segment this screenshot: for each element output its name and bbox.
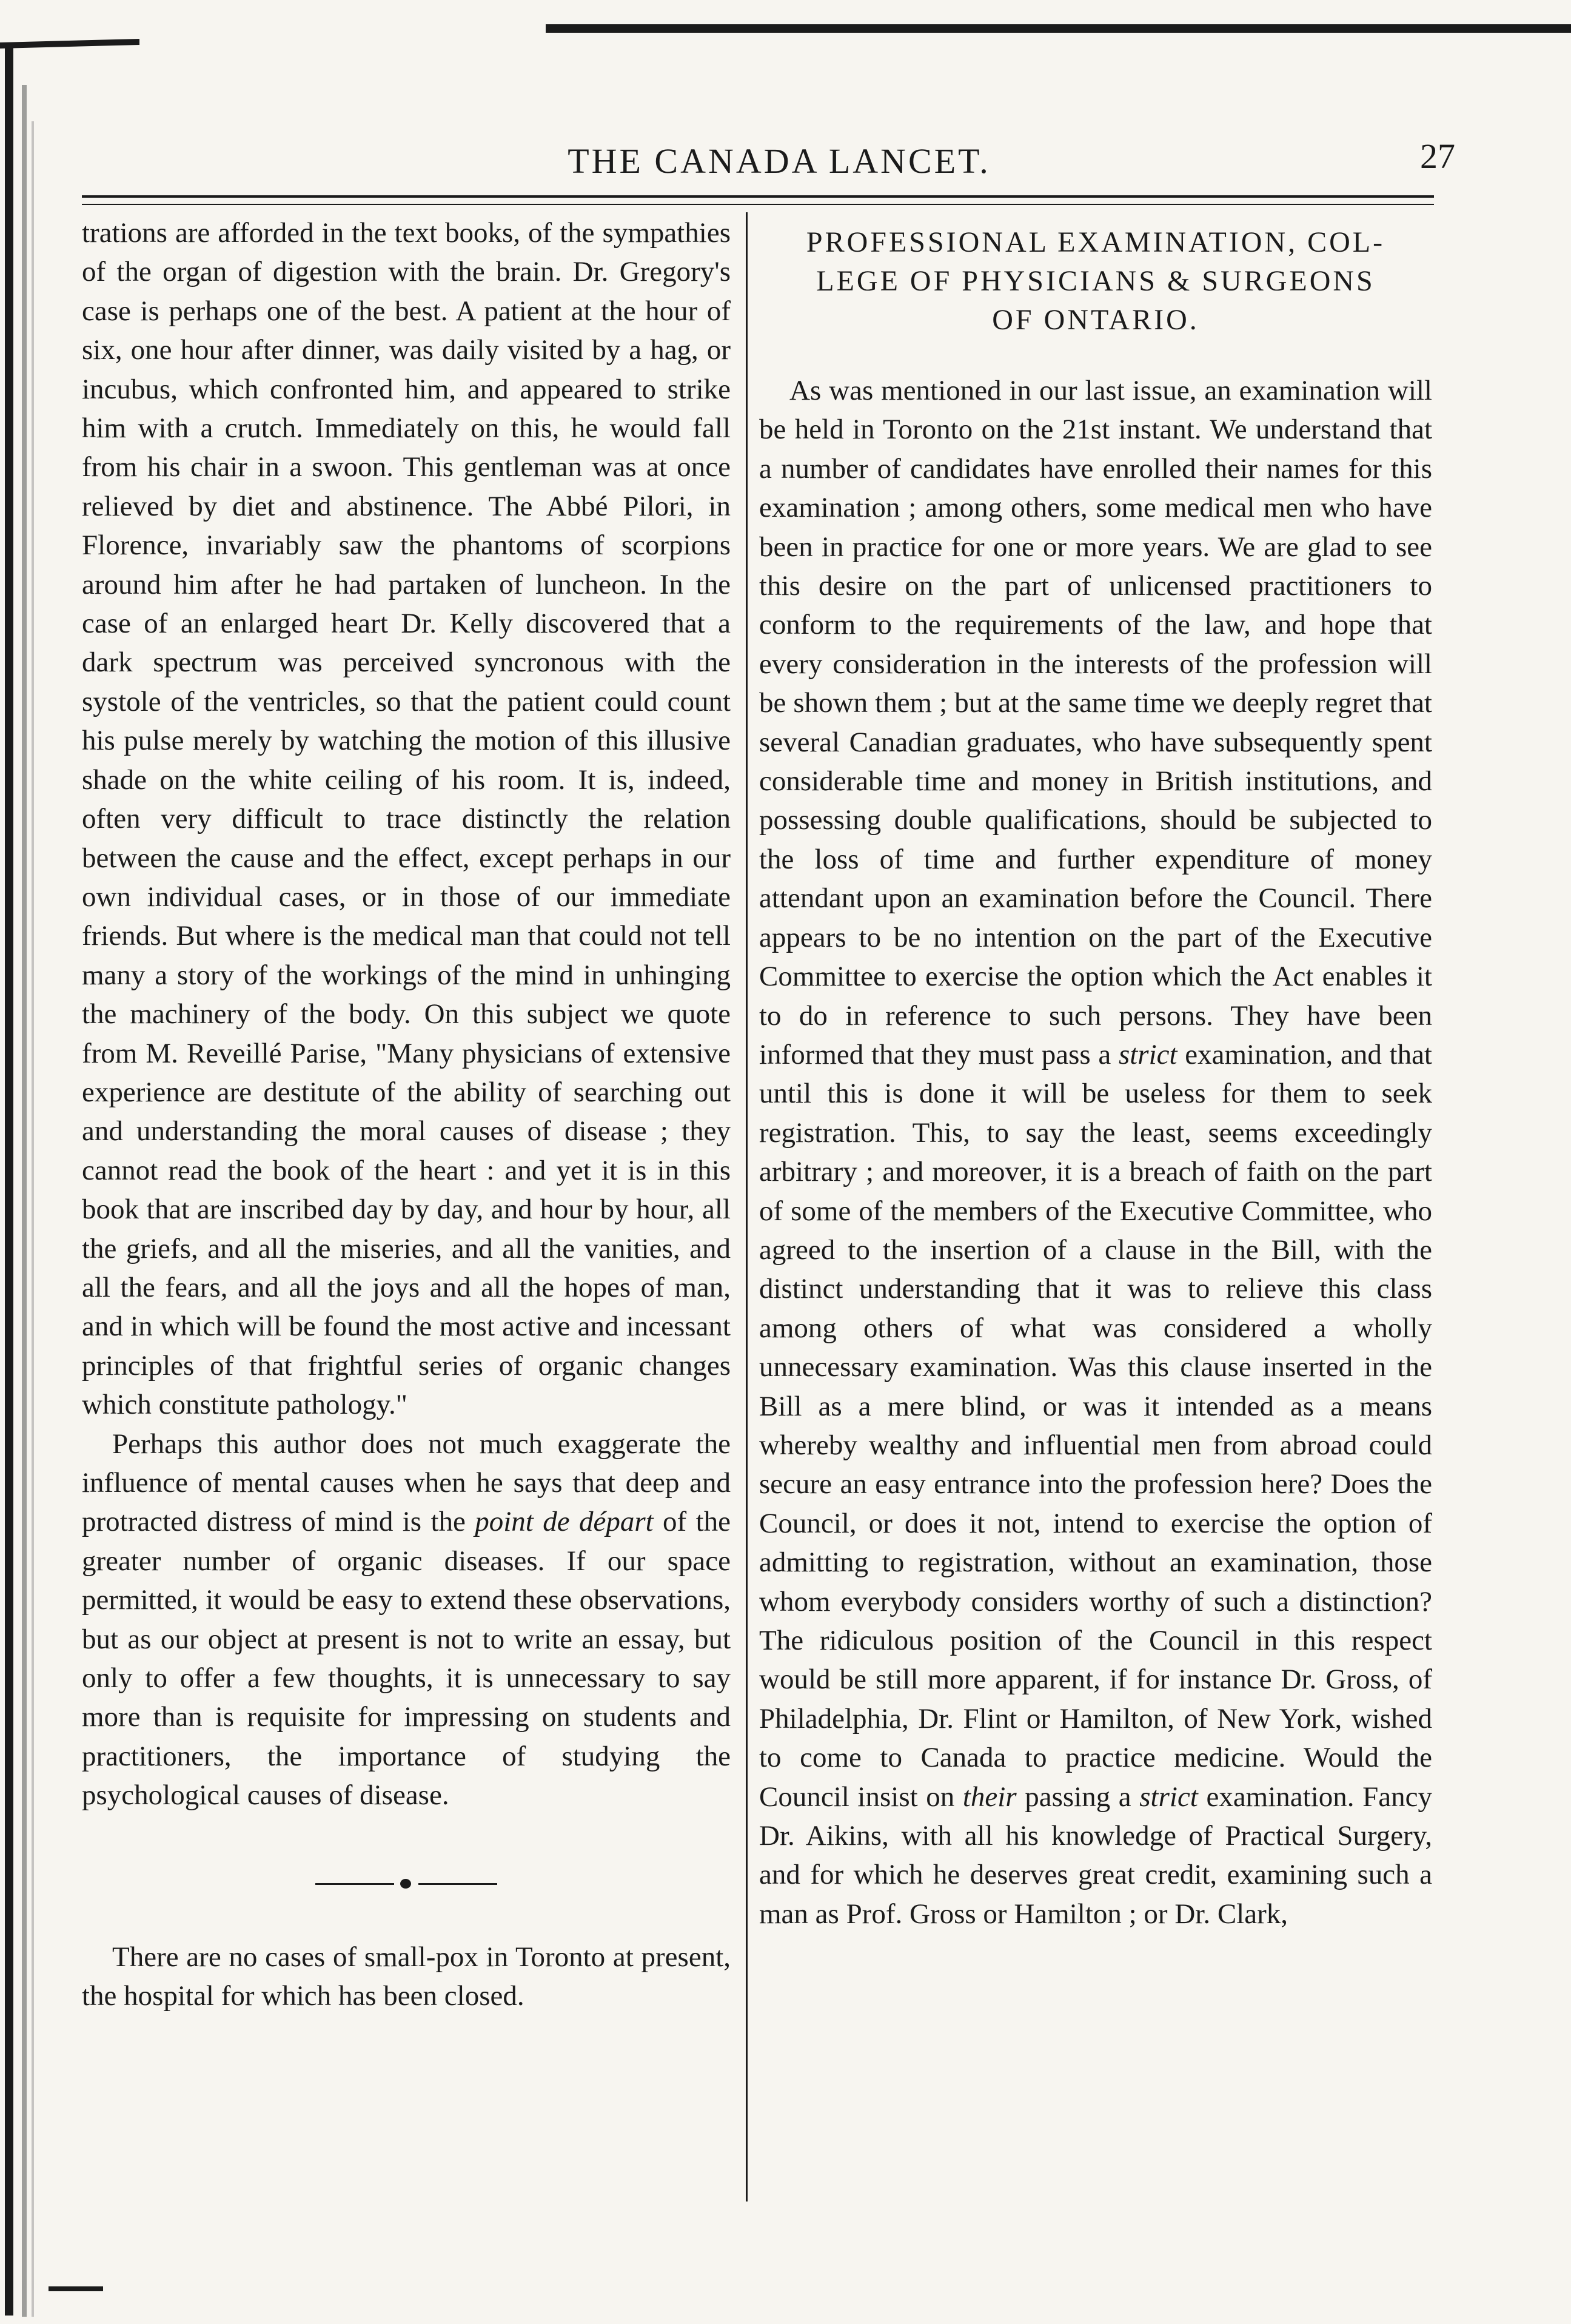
bottom-edge-mark bbox=[49, 2286, 103, 2291]
corner-rule bbox=[0, 39, 139, 49]
page-number: 27 bbox=[1420, 136, 1455, 176]
binding-edge bbox=[5, 47, 13, 2316]
article-italic-3: strict bbox=[1139, 1781, 1198, 1813]
article-text-4: examination. Fancy Dr. Aikins, with all his knowledge of Practical Surgery, and for which he deserves great credit, examining such a man as Prof. Gross or Hamilton ; or Dr. Clark, bbox=[759, 1781, 1432, 1930]
separator-line-left bbox=[315, 1883, 394, 1885]
binding-shadow bbox=[22, 85, 27, 2317]
separator-ornament bbox=[400, 1879, 411, 1889]
article-title bbox=[759, 223, 1432, 340]
section-separator bbox=[315, 1876, 497, 1892]
article-text-2: examination, and that until this is done it will be useless for them to seek registration. This, to say the least, seems exceedingly arbitrary ; and moreover, it is a breach of faith on the part of some of the members of the Executive Committee, who agreed to the insertion of a clause in the Bill, with the distinct understanding that it was to relieve this class among others of what was considered a wholly unnecessary examination. Was this clause inserted in the Bill as a mere blind, or was it intended as a means whereby wealthy and influential men from abroad could secure an easy entrance into the profession here? Does the Council, or does it not, intend to exercise the option of admitting to registration, without an examination, those whom everybody considers worthy of such a distinction? The ridiculous position of the Council in this respect would be still more apparent, if for instance Dr. Gross, of Philadelphia, Dr. Flint or Hamilton, of New York, wished to come to Canada to practice medicine. Would the Council insist on bbox=[759, 1038, 1432, 1813]
article-italic-1: strict bbox=[1118, 1038, 1177, 1070]
article-title-line-2: LEGE OF PHYSICIANS & SURGEONS bbox=[816, 265, 1375, 297]
top-edge-rule bbox=[546, 24, 1571, 33]
article-text-3: passing a bbox=[1016, 1781, 1140, 1813]
article-body bbox=[759, 371, 1432, 1933]
left-paragraph-2-text-b: of the greater number of organic diseases. If our space permitted, it would be easy to extend these observations, but as our object at present is not to write an essay, but only to offer a few thoughts, it is unnecessary to say more than is requisite for impressing on students and practitioners, the importance of studying the psychological causes of disease. bbox=[82, 1506, 731, 1812]
article-italic-2: their bbox=[962, 1781, 1017, 1813]
left-column bbox=[82, 213, 731, 2015]
left-paragraph-2-italic: point de départ bbox=[475, 1506, 654, 1538]
left-paragraph-1: trations are afforded in the text books, of the sympathies of the organ of digestion with the brain. Dr. Gregory's case is perhaps one of the best. A patient at the hour of six, one hour after dinner, was daily visited by a hag, or incubus, which confronted him, and appeared to strike him with a crutch. Immediately on this, he would fall from his chair in a swoon. This gentleman was at once relieved by diet and abstinence. The Abbé Pilori, in Florence, invariably saw the phantoms of scorpions around him after he had partaken of luncheon. In the case of an enlarged heart Dr. Kelly discovered that a dark spectrum was perceived syncronous with the systole of the ventricles, so that the patient could count his pulse merely by watching the motion of this illusive shade on the white ceiling of his room. It is, indeed, often very difficult to trace distinctly the relation between the cause and the effect, except perhaps in our own individual cases, or in those of our immediate friends. But where is the medical man that could not tell many a story of the workings of the mind in unhinging the machinery of the body. On this subject we quote from M. Reveillé Parise, "Many physicians of extensive experience are destitute of the ability of searching out and understanding the moral causes of disease ; they cannot read the book of the heart : and yet it is in this book that are inscribed day by day, and hour by hour, all the griefs, and all the miseries, and all the vanities, and all the fears, and all the joys and all the hopes of man, and in which will be found the most active and incessant principles of that frightful series of organic changes which constitute pathology." bbox=[82, 217, 731, 1421]
column-divider bbox=[746, 212, 748, 2201]
article-title-line-1: PROFESSIONAL EXAMINATION, COL- bbox=[806, 226, 1385, 258]
binding-shadow-faint bbox=[32, 121, 34, 2317]
left-paragraph-3: There are no cases of small-pox in Toronto at present, the hospital for which has been closed. bbox=[82, 1941, 731, 2012]
left-paragraph-2-text-a: Perhaps this author does not much exaggerate the influence of mental causes when he says that deep and protracted distress of mind is the bbox=[82, 1428, 731, 1538]
header-rule bbox=[82, 195, 1434, 198]
article-title-line-3: OF ONTARIO. bbox=[992, 304, 1199, 336]
header-rule-thin bbox=[82, 204, 1434, 205]
article-text-1: As was mentioned in our last issue, an examination will be held in Toronto on the 21st instant. We understand that a number of candidates have enrolled their names for this examination ; among others, some medical men who have been in practice for one or more years. We are glad to see this desire on the part of unlicensed practitioners to conform to the requirements of the law, and hope that every consideration in the interests of the profession will be shown them ; but at the same time we deeply regret that several Canadian graduates, who have subsequently spent considerable time and money in British institutions, and possessing double qualifications, should be subjected to the loss of time and further expenditure of money attendant upon an examination before the Council. There appears to be no intention on the part of the Executive Committee to exercise the option which the Act enables it to do in reference to such persons. They have been informed that they must pass a bbox=[759, 375, 1432, 1070]
separator-line-right bbox=[418, 1883, 497, 1885]
left-paragraph-2 bbox=[82, 1425, 731, 1815]
right-column bbox=[759, 213, 1432, 1933]
running-title: THE CANADA LANCET. bbox=[568, 141, 991, 181]
